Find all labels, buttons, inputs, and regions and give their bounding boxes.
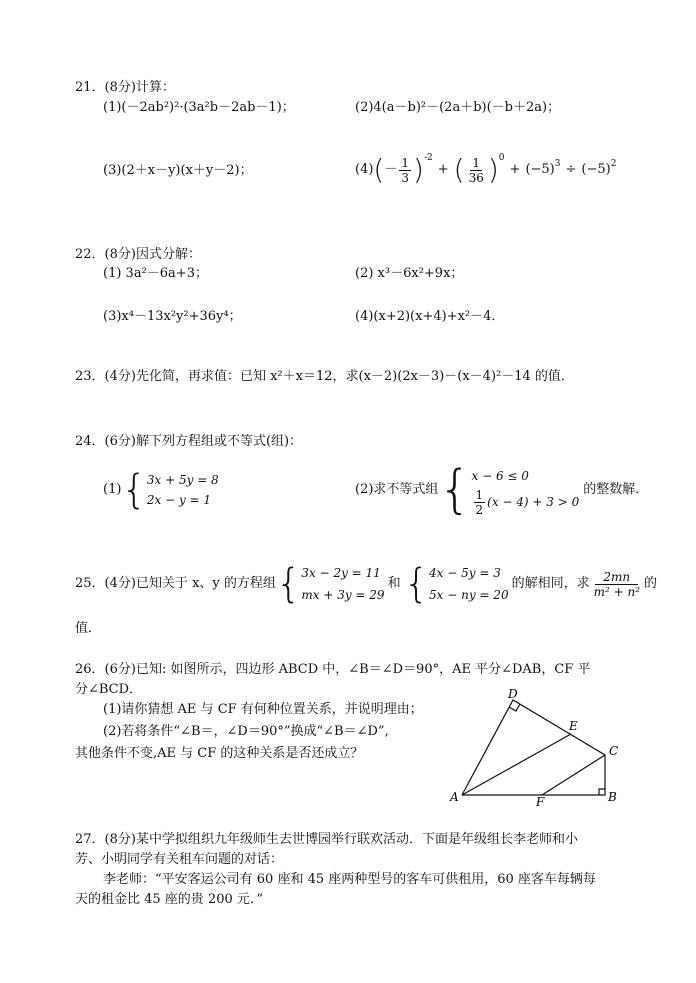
q21-part4-label: (4) xyxy=(355,162,374,177)
q22-part3: (3)x⁴－13x²y²+36y⁴； xyxy=(103,309,242,324)
q25-line1 xyxy=(75,562,657,606)
q25-brace-1: { xyxy=(275,561,302,607)
q24-eq1: 3x + 5y = 8 xyxy=(146,473,219,487)
q24-part2 xyxy=(355,460,648,520)
q21-part1: (1)(－2ab²)²·(3a²b－2ab－1)； xyxy=(103,100,295,115)
q21-exp-2: 0 xyxy=(498,153,505,163)
q21-part3: (3)(2＋x－y)(x＋y－2)； xyxy=(103,163,253,178)
q24-part2-tail: 的整数解． xyxy=(583,482,649,497)
q27-line2: 芳、小明同学有关租车问题的对话： xyxy=(75,852,284,867)
q26-line3: (1)请你猜想 AE 与 CF 有何种位置关系，并说明理由； xyxy=(103,702,423,717)
q25-frac-num: 2mn xyxy=(595,570,638,585)
q24-system-2 xyxy=(438,460,580,520)
label-a: A xyxy=(450,790,459,804)
q25-frac-den: m² + n² xyxy=(593,584,641,599)
label-f: F xyxy=(536,795,545,809)
q26-line2: 分∠BCD． xyxy=(75,682,143,697)
q26-line4: (2)若将条件“∠B＝，∠D＝90°”换成“∠B＝∠D”, xyxy=(103,724,389,739)
q24-part2-label: (2)求不等式组 xyxy=(355,482,439,497)
q21-term-4: (−5) xyxy=(581,162,611,177)
q27-line4: 天的租金比 45 座的贵 200 元．” xyxy=(75,892,264,907)
q24-eq2: 2x − y = 1 xyxy=(146,493,212,507)
q21-fraction-1-num: 1 xyxy=(401,155,410,170)
q25-brace-2: { xyxy=(403,561,430,607)
q21-exp-4: 2 xyxy=(610,159,617,169)
q24-part1-label: (1) xyxy=(103,482,122,497)
q24-brace-2: { xyxy=(438,460,472,520)
quadrilateral-figure xyxy=(440,685,630,810)
q24-half-num: 1 xyxy=(475,487,484,502)
q21-part4-minus: － xyxy=(384,162,398,177)
q25-system-1 xyxy=(276,562,385,606)
q25-s1-eq2: mx + 3y = 29 xyxy=(301,588,385,602)
q21-paren-open-2: ( xyxy=(453,153,465,186)
q21-exp-1: -2 xyxy=(423,153,433,163)
q21-plus-2: + xyxy=(509,162,521,177)
q22-part2: (2) x³－6x²+9x； xyxy=(355,266,464,281)
q21-exp-3: 3 xyxy=(554,159,561,169)
q21-part2: (2)4(a－b)²－(2a＋b)(－b＋2a)； xyxy=(355,100,561,115)
q21-fraction-2-den: 36 xyxy=(468,170,484,185)
q24-row2-rest: (x − 4) + 3 > 0 xyxy=(487,495,580,509)
q24-half-den: 2 xyxy=(475,502,484,517)
q24-part1 xyxy=(103,468,219,512)
label-d: D xyxy=(508,687,518,701)
q24-header: 24．(6分)解下列方程组或不等式(组)： xyxy=(75,434,303,449)
q25-s1-eq1: 3x − 2y = 11 xyxy=(301,566,381,580)
q24-system-1 xyxy=(121,467,219,513)
q25-system-2 xyxy=(404,562,509,606)
q21-header: 21．(8分)计算： xyxy=(75,80,175,95)
quad-outline xyxy=(462,700,605,795)
q21-paren-open-1: ( xyxy=(373,153,385,186)
q25-fraction xyxy=(592,570,642,599)
q27-line1: 27．(8分)某中学拟组织九年级师生去世博园举行联欢活动．下面是年级组长李老师和小 xyxy=(75,832,578,847)
q21-fraction-2 xyxy=(467,156,486,185)
q25-prefix: 25．(4分)已知关于 x、y 的方程组 xyxy=(75,576,276,591)
q24-half-fraction xyxy=(474,488,486,517)
q22-part4: (4)(x+2)(x+4)+x²－4． xyxy=(355,309,505,324)
q23-text: 23．(4分)先化简，再求值：已知 x²＋x＝12，求(x－2)(2x－3)－(x－4)²－14 的值． xyxy=(75,369,574,384)
q25-s2-eq2: 5x − ny = 20 xyxy=(429,588,509,602)
q26-line5: 其他条件不变,AE 与 CF 的这种关系是否还成立？ xyxy=(75,746,364,761)
q21-fraction-1 xyxy=(399,156,411,185)
q25-s2-eq1: 4x − 5y = 3 xyxy=(429,566,501,580)
q25-suffix: 的 xyxy=(644,576,658,591)
q26-line1: 26．(6分)已知: 如图所示，四边形 ABCD 中，∠B＝∠D＝90°，AE 平分∠DAB，CF 平 xyxy=(75,662,591,677)
label-b: B xyxy=(608,790,617,804)
q22-header: 22．(8分)因式分解： xyxy=(75,247,201,262)
q21-fraction-2-num: 1 xyxy=(472,155,481,170)
q21-term-3: (−5) xyxy=(525,162,555,177)
q21-plus-1: + xyxy=(437,162,449,177)
q25-line2: 值． xyxy=(75,621,102,636)
q27-line3: 李老师：“平安客运公司有 60 座和 45 座两种型号的客车可供租用，60 座客车每辆每 xyxy=(103,872,596,887)
right-angle-mark-b xyxy=(599,789,605,795)
q21-paren-close-2: ) xyxy=(487,153,499,186)
q24-brace-1: { xyxy=(121,467,147,513)
q21-paren-close-1: ) xyxy=(413,153,424,186)
label-e: E xyxy=(569,719,578,733)
q21-fraction-1-den: 3 xyxy=(401,170,410,185)
q24-row1: x − 6 ≤ 0 xyxy=(471,468,529,483)
segment-cf xyxy=(542,755,605,795)
label-c: C xyxy=(609,744,619,758)
q22-part1: (1) 3a²－6a+3； xyxy=(103,266,208,281)
q21-divide: ÷ xyxy=(565,162,577,177)
q21-part4 xyxy=(355,150,616,190)
q25-and: 和 xyxy=(387,576,401,591)
q25-mid: 的解相同，求 xyxy=(511,576,590,591)
